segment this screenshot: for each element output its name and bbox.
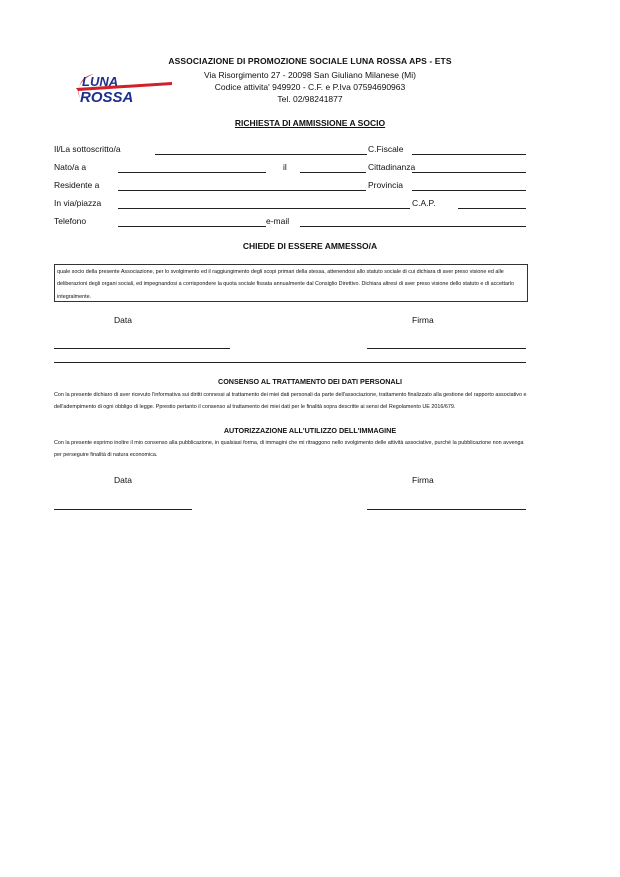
field-via[interactable] [118, 208, 410, 209]
field-firma-2[interactable] [367, 509, 526, 510]
label-data-2: Data [114, 475, 132, 485]
field-nato[interactable] [118, 172, 266, 173]
label-via: In via/piazza [54, 198, 102, 208]
label-data-1: Data [114, 315, 132, 325]
label-cap: C.A.P. [412, 198, 436, 208]
org-name: ASSOCIAZIONE DI PROMOZIONE SOCIALE LUNA ROSSA APS - ETS [168, 56, 452, 66]
org-codes: Codice attivita' 949920 - C.F. e P.Iva 07594690963 [214, 82, 406, 92]
field-firma-1[interactable] [367, 348, 526, 349]
org-address: Via Risorgimento 27 - 20098 San Giuliano Milanese (Mi) [204, 70, 416, 80]
field-provincia[interactable] [412, 190, 526, 191]
request-body: quale socio della presente Associazione, per lo svolgimento ed il raggiungimento degli scopi primari della stessa, attenendosi allo statuto sociale di cui dichiara di aver preso visione ed alle deliberazioni degli organi sociali, ed impegnandosi a corrispondere la quota sociale fissata annualmente dal Consiglio Direttivo. Dichiara altresì di aver preso visione dello statuto e di accettarlo integralmente. [54, 264, 528, 302]
field-data-1[interactable] [54, 348, 230, 349]
label-telefono: Telefono [54, 216, 87, 226]
field-cf[interactable] [412, 154, 526, 155]
label-sottoscritto: Il/La sottoscritto/a [54, 144, 121, 154]
label-nato: Nato/a a [54, 162, 87, 172]
label-firma-2: Firma [412, 475, 434, 485]
privacy-body: Con la presente dichiaro di aver ricevuto l'informativa sui diritti connessi al trattamento dei miei dati personali da parte dell'associazione, trattamento finalizzato alla gestione del rapporto associativo e dell'adempimento di ogni obbligo di legge. Pprestio pertanto il consenso al trattamento dei miei dati per le finalità sopra descritte ai sensi del Regolamento UE 2016/679. [54, 392, 527, 410]
field-residente[interactable] [118, 190, 366, 191]
label-email: e-mail [266, 216, 290, 226]
form-title: RICHIESTA DI AMMISSIONE A SOCIO [234, 118, 386, 128]
label-firma-1: Firma [412, 315, 434, 325]
request-title: CHIEDE DI ESSERE AMMESSO/A [242, 241, 378, 251]
field-telefono[interactable] [118, 226, 266, 227]
luna-rossa-logo [72, 72, 182, 104]
image-body: Con la presente esprimo inoltre il mio consenso alla pubblicazione, in qualsiasi forma, di immagini che mi ritraggono nello svolgimento delle attività associative, purché la pubblicazione non avvenga per perseguire finalità di natura economica. [54, 440, 524, 458]
logo-graphic [72, 72, 182, 104]
field-sottoscritto[interactable] [155, 154, 367, 155]
field-email[interactable] [300, 226, 526, 227]
field-cittadinanza[interactable] [412, 172, 526, 173]
label-il: il [283, 162, 287, 172]
logo-text-top: LUNA [82, 74, 119, 89]
label-residente: Residente a [54, 180, 100, 190]
org-phone: Tel. 02/98241877 [277, 94, 343, 104]
logo-text-bottom: ROSSA [80, 89, 134, 104]
field-data-nascita[interactable] [300, 172, 366, 173]
privacy-title: CONSENSO AL TRATTAMENTO DEI DATI PERSONALI [218, 377, 402, 386]
label-cf: C.Fiscale [368, 144, 404, 154]
divider [54, 362, 526, 363]
image-title: AUTORIZZAZIONE ALL'UTILIZZO DELL'IMMAGINE [223, 426, 397, 435]
label-provincia: Provincia [368, 180, 403, 190]
label-cittadinanza: Cittadinanza [368, 162, 416, 172]
field-cap[interactable] [458, 208, 526, 209]
field-data-2[interactable] [54, 509, 192, 510]
